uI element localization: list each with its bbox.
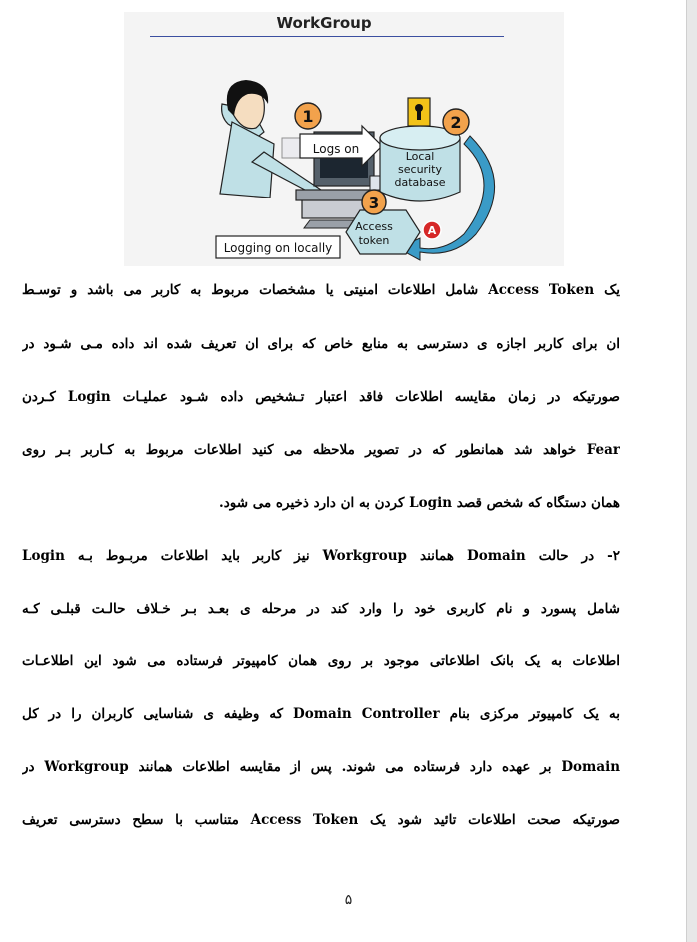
paragraph-line: ان برای کاربر اجازه ی دسترسی به منابع خاص که برای ان تعریف شده اند داده مـی شـود در (22, 336, 620, 352)
paragraph-line: به یک کامپیوتر مرکزی بنام Domain Controller که وظیفه ی شناسایی کاربران را در کل (22, 706, 620, 722)
paragraph-line: Domain بر عهده دارد فرستاده می شوند. پس از مقایسه اطلاعات همانند Workgroup در (22, 759, 620, 775)
database-label-2: security (398, 163, 442, 176)
lock-icon (408, 98, 430, 126)
paragraph-line: یک Access Token شامل اطلاعات امنیتی یا مشخصات مربوط به کاربر می باشد و توسـط (22, 282, 620, 298)
caption-label: Logging on locally (223, 241, 333, 255)
access-token-label-2: token (358, 234, 390, 247)
page-number: ۵ (344, 892, 353, 908)
step-3-label: 3 (368, 194, 380, 212)
paragraph-line: Fear خواهد شد همانطور که در تصویر ملاحظه می کنید اطلاعات مربوط به کـاربر بـر روی (22, 442, 620, 458)
logs-on-label: Logs on (312, 142, 360, 156)
figure-title: WorkGroup (276, 14, 372, 32)
access-token-label-1: Access (355, 220, 393, 233)
database-label-3: database (394, 176, 446, 189)
paragraph-line: صورتیکه در زمان مقایسه اطلاعات فاقد اعتبار تـشخیص داده شـود عملیـات Login کـردن (22, 389, 620, 405)
workgroup-figure (124, 12, 564, 266)
figure-title-underline (150, 36, 504, 37)
database-label-1: Local (405, 150, 435, 163)
paragraph-line: همان دستگاه که شخص قصد Login کردن به ان دارد ذخیره می شود. (219, 495, 620, 511)
step-2-label: 2 (450, 113, 462, 132)
paragraph-line: اطلاعات به یک بانک اطلاعاتی موجود بر روی همان کامپیوتر فرستاده می شود این اطلاعـات (22, 653, 620, 669)
page-edge (686, 0, 697, 942)
a-badge-label: A (427, 224, 437, 237)
paragraph-line: صورتیکه صحت اطلاعات تائید شود یک Access Token متناسب با سطح دسترسی تعریف (22, 812, 620, 828)
logon-diagram (124, 12, 564, 266)
paragraph-line: ۲- در حالت Domain همانند Workgroup نیز کاربر باید اطلاعات مربـوط بـه Login (22, 548, 620, 564)
step-1-label: 1 (302, 107, 314, 126)
paragraph-line: شامل پسورد و نام کاربری خود را وارد کند در مرحله ی بعـد بـر خـلاف حالـت قبلـی کـه (22, 601, 620, 617)
